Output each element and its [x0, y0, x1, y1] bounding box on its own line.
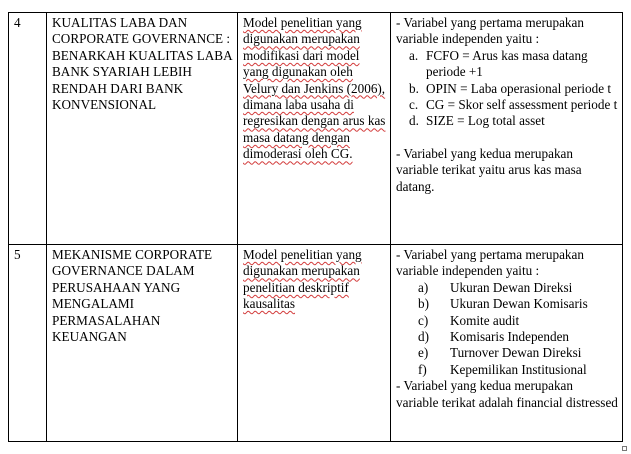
list-item: f) Kepemilikan Institusional [418, 361, 587, 377]
list-item: d. SIZE = Log total asset [409, 113, 545, 129]
research-table [8, 12, 623, 442]
dependent-variable: - Variabel yang kedua merupakan variable terikat adalah financial distressed [396, 378, 618, 410]
list-item: e) Turnover Dewan Direksi [418, 345, 582, 361]
research-model: Model penelitian yang digunakan merupakan modifikasi dari model yang digunakan oleh Velury dan Jenkins (2006), dimana laba usaha di regresikan dengan arus kas masa datang dengan dimoderasi oleh CG. [238, 13, 391, 245]
independent-intro: - Variabel yang pertama merupakan variable independen yaitu : [396, 247, 584, 279]
list-item: c) Komite audit [418, 312, 520, 328]
row-number: 4 [9, 13, 47, 245]
list-item: a. FCFO = Arus kas masa datang periode +1 [409, 47, 588, 80]
research-model: Model penelitian yang digunakan merupakan penelitian deskriptif kausalitas [238, 245, 391, 442]
list-item: d) Komisaris Independen [418, 329, 570, 345]
study-title: MEKANISME CORPORATE GOVERNANCE DALAM PERUSAHAAN YANG MENGALAMI PERMASALAHAN KEUANGAN [47, 245, 238, 442]
list-item: b) Ukuran Dewan Komisaris [418, 296, 588, 312]
row-number: 5 [9, 245, 47, 442]
table-row [9, 13, 623, 245]
variables-cell [391, 13, 623, 245]
study-title: KUALITAS LABA DAN CORPORATE GOVERNANCE : BENARKAH KUALITAS LABA BANK SYARIAH LEBIH RENDAH DARI BANK KONVENSIONAL [47, 13, 238, 245]
list-item: a) Ukuran Dewan Direksi [418, 279, 573, 295]
independent-variable-list [396, 280, 618, 378]
independent-intro: - Variabel yang pertama merupakan variable independen yaitu : [396, 15, 584, 47]
table-row [9, 245, 623, 442]
independent-variable-list [396, 48, 618, 130]
variables-cell [391, 245, 623, 442]
dependent-variable: - Variabel yang kedua merupakan variable terikat yaitu arus kas masa datang. [396, 145, 582, 194]
list-item: b. OPIN = Laba operasional periode t [409, 80, 612, 96]
table-resize-handle[interactable] [622, 446, 627, 451]
list-item: c. CG = Skor self assessment periode t [409, 97, 618, 113]
